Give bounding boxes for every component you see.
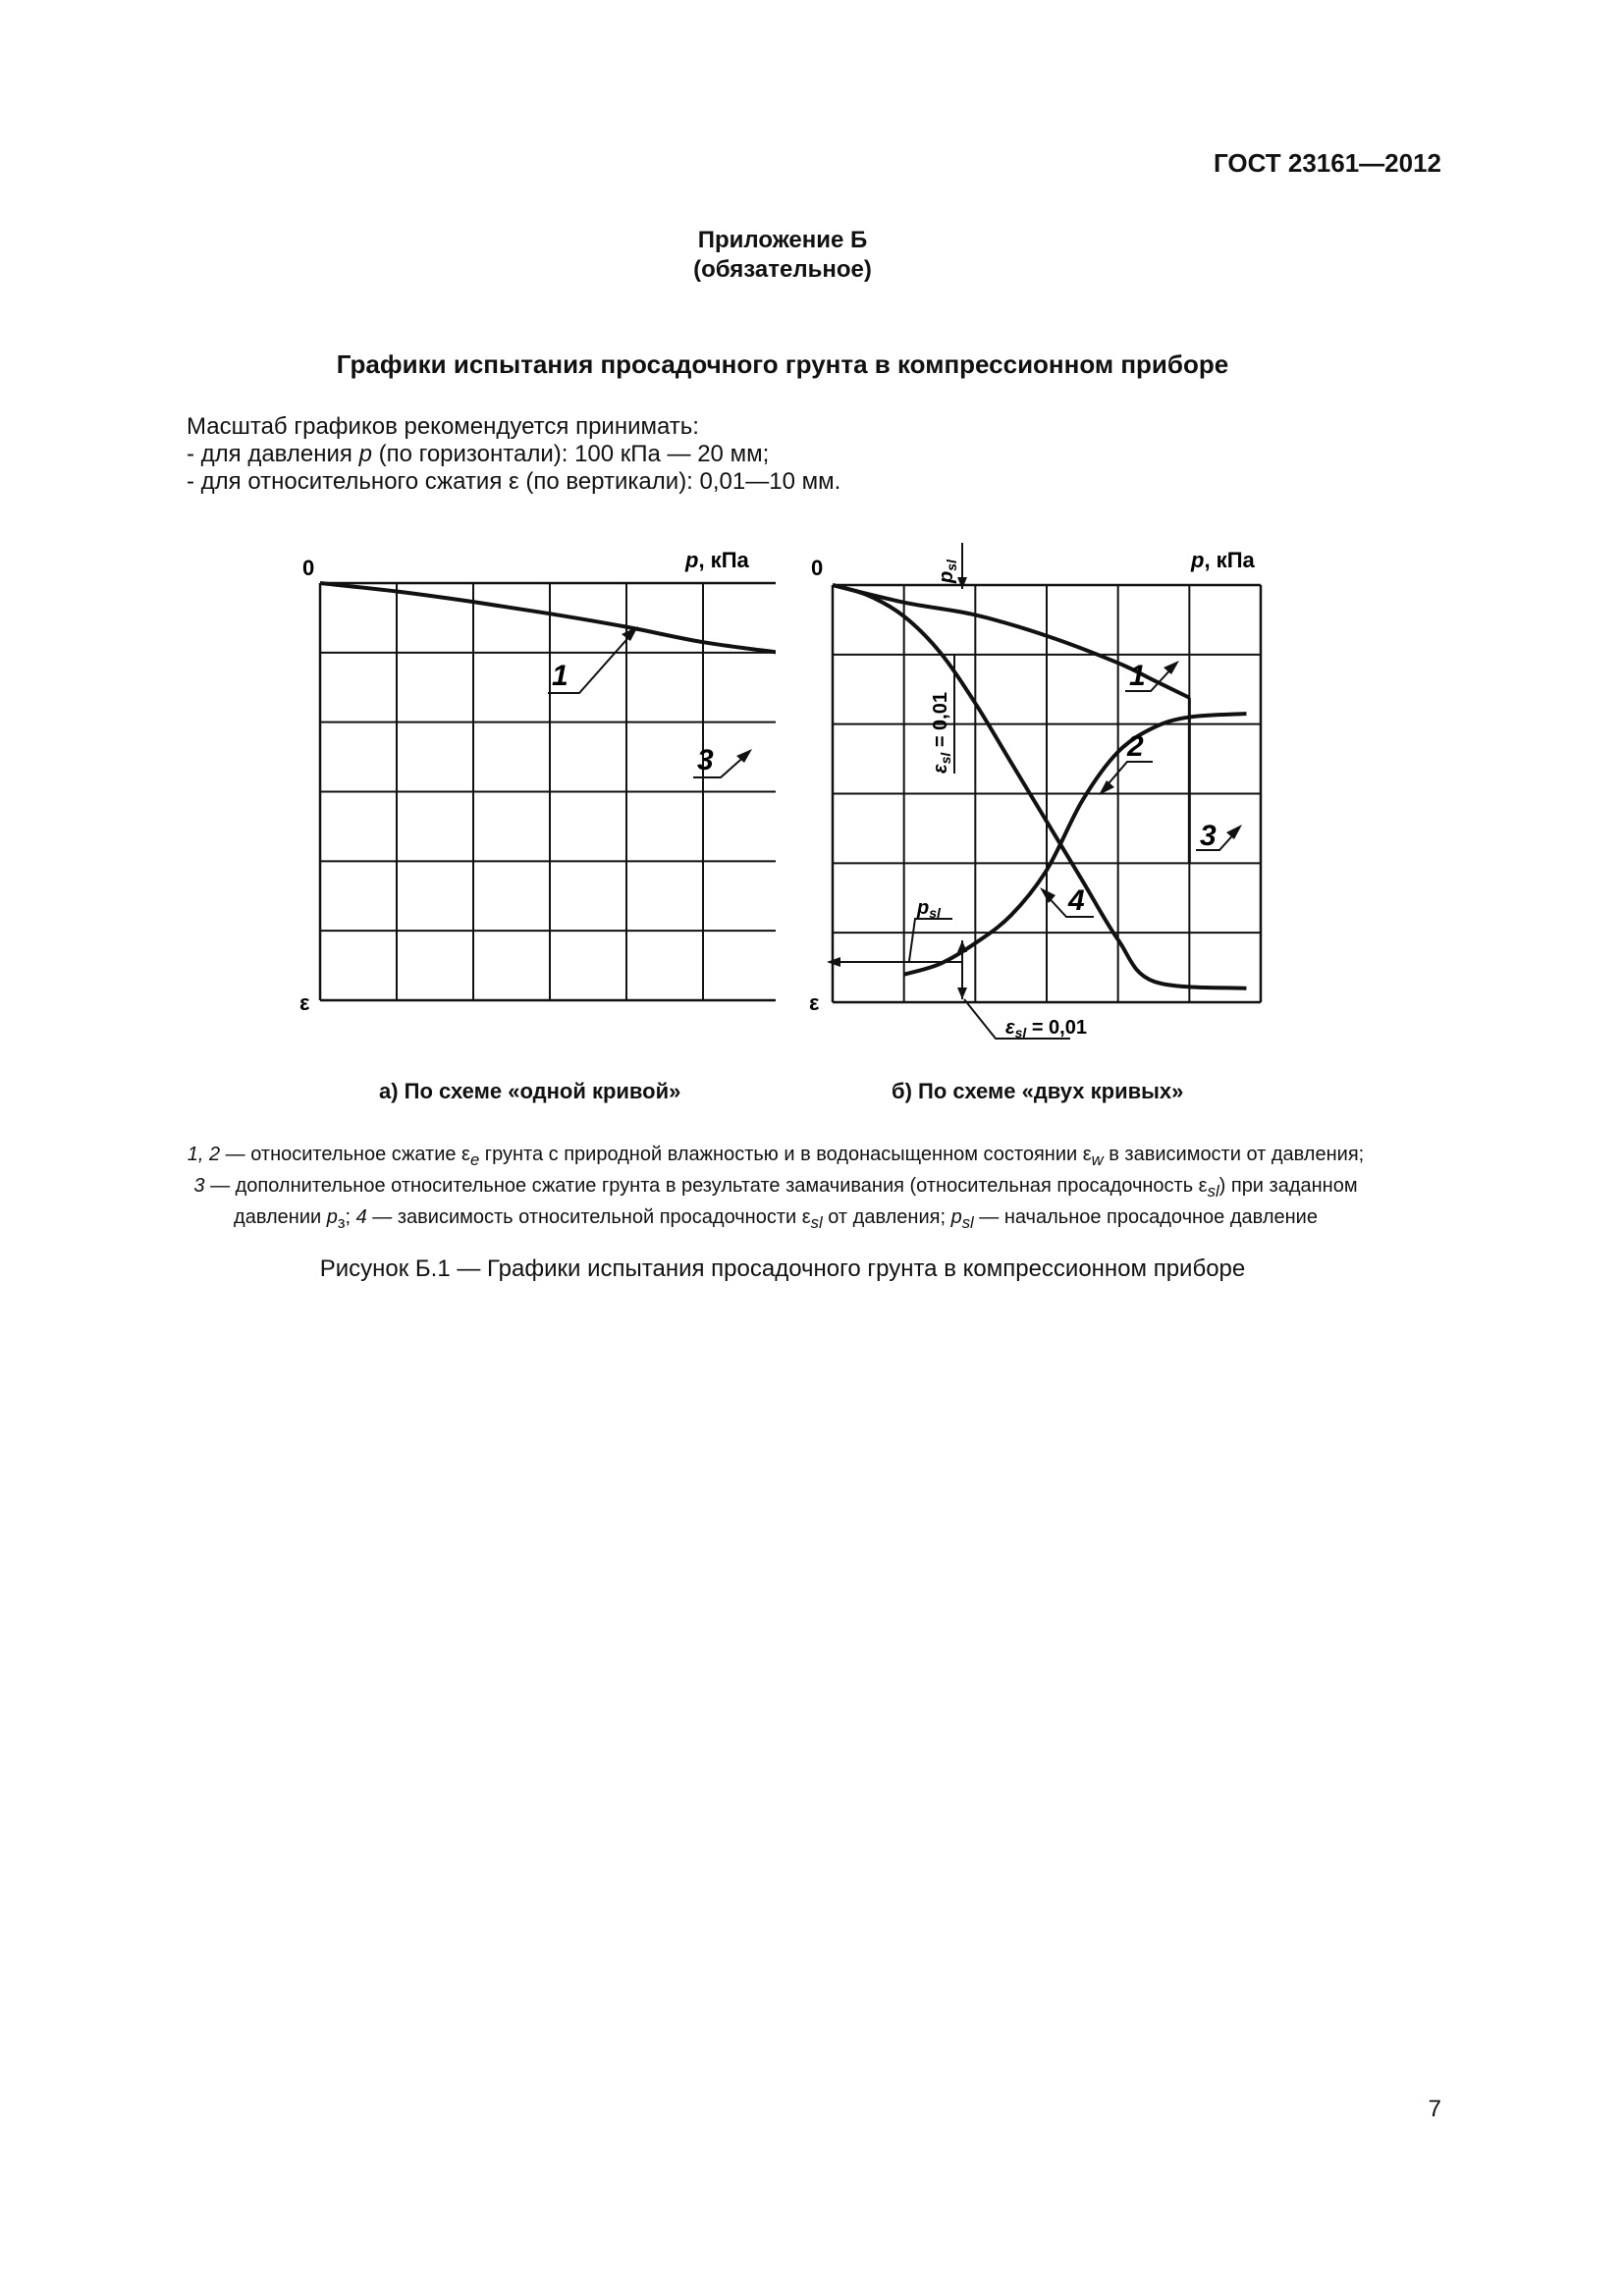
legend-line-2: 3 — дополнительное относительное сжатие грунта в результате замачивания (относительная просадочность $\varepsilon_{sl}$) при заданном [193,1175,1358,1201]
chart-b-label-3: 3 [1200,820,1217,852]
chart-b-grid [833,585,1261,1002]
chart-b-y-label: ε [809,990,820,1015]
chart-a-x-label: p, кПа [685,548,749,572]
legend-line-1: 1, 2 — относительное сжатие $\varepsilon_e$ грунта с природной влажностью и в водонасыщенном состоянии $\varepsilon_w$ в зависимости от давления; [187,1144,1365,1169]
scale-line-1: Масштаб графиков рекомендуется принимать: [187,413,699,440]
figure-legend [108,1142,1443,1236]
legend-line-3: давлении $p_з$; 4 — зависимость относительной просадочности $\varepsilon_{sl}$ от давления; $p_{sl}$ — начальное просадочное давление [234,1206,1318,1232]
appendix-status: (обязательное) [693,256,872,283]
standard-number: ГОСТ 23161—2012 [1214,148,1441,178]
section-heading: Графики испытания просадочного грунта в компрессионном приборе [336,349,1229,379]
appendix-heading [0,226,1565,285]
chart-b-eps-bottom: $\varepsilon_{sl} = 0,01$ [1005,1017,1087,1041]
chart-b-psl-label: $p_{sl}$ [917,897,941,921]
chart-a-origin: 0 [302,556,315,580]
page-number: 7 [1428,2096,1441,2122]
chart-a-label-3: 3 [697,744,714,776]
chart-b-eps-vertical: $\varepsilon_{sl} = 0,01$ [930,692,953,774]
chart-b-curve-2 [833,585,1246,988]
chart-b-caption: б) По схеме «двух кривых» [892,1079,1184,1103]
chart-a-grid [320,583,776,1000]
scale-recommendation [187,413,840,496]
chart-b-x-label: p, кПа [1191,548,1255,572]
scale-line-2: - для давления p (по горизонтали): 100 кПа — 20 мм; [187,441,770,467]
chart-a-caption: а) По схеме «одной кривой» [379,1079,681,1103]
scale-line-3: - для относительного сжатия ε (по вертикали): 0,01—10 мм. [187,468,841,495]
chart-b-label-4: 4 [1068,884,1085,917]
chart-a-curve-1 [320,583,776,653]
figure-caption: Рисунок Б.1 — Графики испытания просадочного грунта в компрессионном приборе [319,1255,1246,1282]
chart-b-label-1: 1 [1129,660,1146,692]
chart-a-label-1: 1 [552,660,568,692]
chart-b [795,538,1286,1068]
chart-b-label-2: 2 [1127,730,1144,763]
chart-b-psl-top: $p_{sl}$ [936,560,959,583]
chart-a [285,540,776,1021]
chart-a-y-label: ε [299,990,310,1015]
chart-b-origin: 0 [811,556,824,580]
appendix-title: Приложение Б [697,227,868,253]
